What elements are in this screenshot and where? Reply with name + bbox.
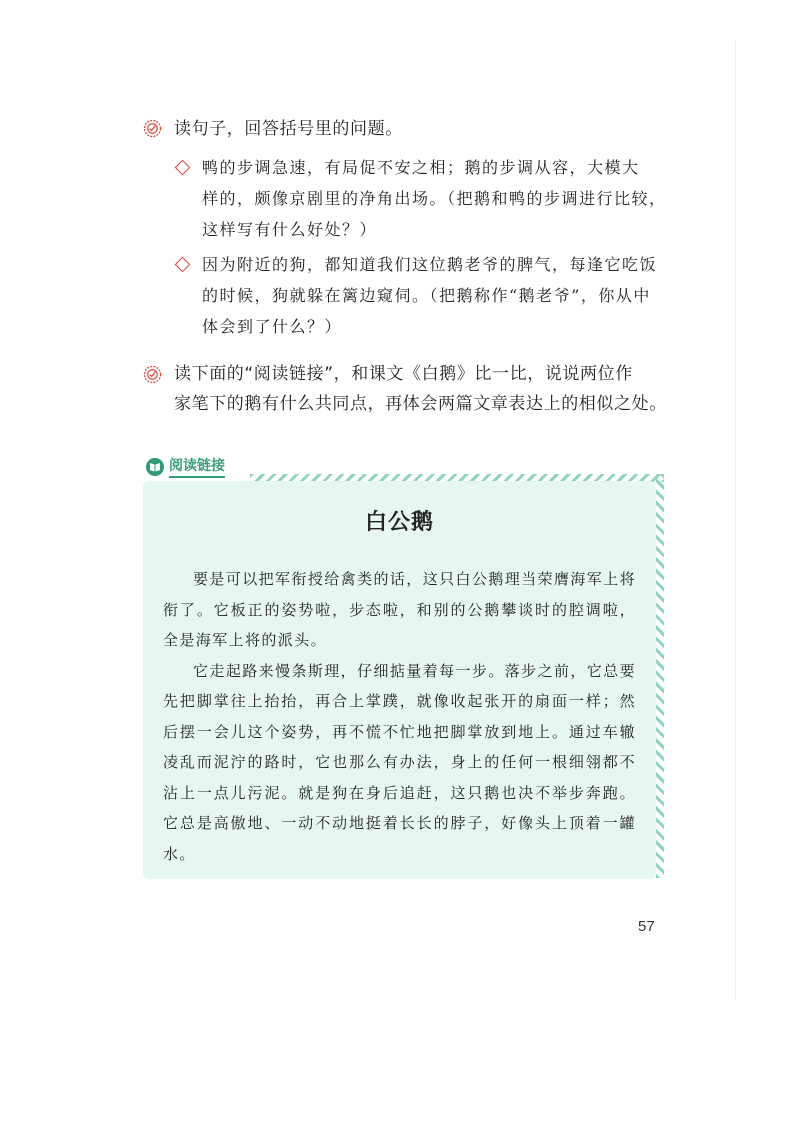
item-line: 因为附近的狗，都知道我们这位鹅老爷的脾气，每逢它吃饭: [202, 255, 658, 274]
item-line: 样的，颇像京剧里的净角出场。（把鹅和鸭的步调进行比较，: [202, 189, 667, 208]
dashed-border-right: [656, 474, 664, 878]
book-icon: [145, 457, 165, 477]
item-line: 鸭的步调急速，有局促不安之相；鹅的步调从容，大模大: [202, 158, 640, 177]
diamond-bullet-icon: [175, 257, 191, 273]
reading-link-box: [143, 481, 656, 879]
exercise-2: [143, 359, 668, 419]
exercise-1-item-2: [173, 249, 668, 342]
page-number: 57: [638, 918, 655, 935]
passage-paragraph: 它走起路来慢条斯理，仔细掂量着每一步。落步之前，它总要先把脚掌往上抬抬，再合上掌蹼，就像收起张开的扇面一样；然后摆一会儿这个姿势，再不慌不忙地把脚掌放到地上。通过车辙凌乱而泥泞的路时，它也那么有办法，身上的任何一根细翎都不沾上一点儿污泥。就是狗在身后追赶，这只鹅也决不举步奔跑。它总是高傲地、一动不动地挺着长长的脖子，好像头上顶着一罐水。: [163, 661, 636, 863]
diamond-bullet-icon: [175, 160, 191, 176]
item-line: 这样写有什么好处？）: [202, 220, 378, 239]
reading-link-label: 阅读链接: [169, 457, 225, 478]
exercise-marker-icon: [143, 365, 162, 384]
exercise-2-line: 读下面的“阅读链接”，和课文《白鹅》比一比，说说两位作: [174, 364, 633, 384]
exercise-1: [143, 116, 668, 346]
exercise-1-prompt: 读句子，回答括号里的问题。: [174, 119, 403, 139]
page-edge: [735, 40, 736, 1000]
passage-title: 白公鹅: [364, 510, 434, 535]
exercise-1-item-1: [173, 152, 668, 245]
passage-paragraph: 要是可以把军衔授给禽类的话，这只白公鹅理当荣膺海军上将衔了。它板正的姿势啦，步态啦，和别的公鹅攀谈时的腔调啦，全是海军上将的派头。: [163, 570, 636, 649]
reading-link-header: [145, 456, 225, 478]
exercise-2-line: 家笔下的鹅有什么共同点，再体会两篇文章表达上的相似之处。: [174, 394, 667, 414]
item-line: 体会到了什么？）: [202, 317, 343, 336]
item-line: 的时候，狗就躲在篱边窥伺。（把鹅称作“鹅老爷”，你从中: [202, 286, 651, 305]
exercise-marker-icon: [143, 119, 162, 138]
exercise-1-items: [173, 152, 668, 342]
